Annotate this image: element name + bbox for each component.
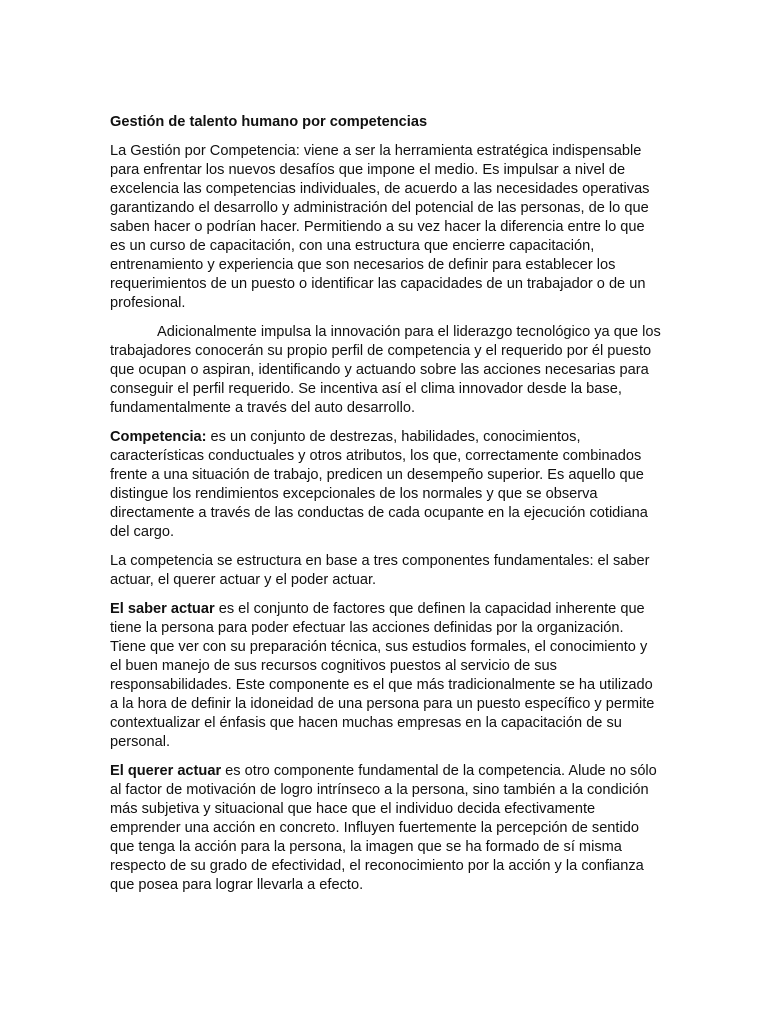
paragraph-componentes: La competencia se estructura en base a tres componentes fundamentales: el saber actuar, el querer actuar y el poder actuar. xyxy=(110,553,650,588)
definition-querer-actuar: es otro componente fundamental de la competencia. Alude no sólo al factor de motivación de logro intrínseco a la persona, sino también a la condición más subjetiva y situacional que hace que el individuo decida efectivamente emprender una acción en concreto. Influyen fuertemente la percepción de sentido que tenga la acción para la persona, la imagen que se ha formado de sí misma respecto de su grado de efectividad, el reconocimiento por la acción y la confianza que posea para lograr llevarla a efecto. xyxy=(110,763,657,893)
document-page xyxy=(110,113,662,905)
paragraph-innovacion: Adicionalmente impulsa la innovación para el liderazgo tecnológico ya que los trabajadores conocerán su propio perfil de competencia y el requerido por él puesto que ocupan o aspiran, identificando y actuando sobre las acciones necesarias para conseguir el perfil requerido. Se incentiva así el clima innovador desde la base, fundamentalmente a través del auto desarrollo. xyxy=(110,324,661,416)
document-title: Gestión de talento humano por competencias xyxy=(110,114,428,130)
paragraph-saber-actuar xyxy=(110,600,662,752)
definition-saber-actuar: es el conjunto de factores que definen la capacidad inherente que tiene la persona para poder efectuar las acciones definidas por la organización. Tiene que ver con su preparación técnica, sus estudios formales, el conocimiento y el buen manejo de sus recursos cognitivos puestos al servicio de sus responsabilidades. Este componente es el que más tradicionalmente se ha utilizado a la hora de definir la idoneidad de una persona para un puesto específico y permite contextualizar el énfasis que hacen muchas empresas en la capacitación de su personal. xyxy=(110,601,655,750)
paragraph-competencia xyxy=(110,428,662,542)
paragraph-querer-actuar xyxy=(110,762,662,895)
term-saber-actuar: El saber actuar xyxy=(110,601,215,617)
paragraph-gestion: La Gestión por Competencia: viene a ser la herramienta estratégica indispensable para enfrentar los nuevos desafíos que impone el medio. Es impulsar a nivel de excelencia las competencias individuales, de acuerdo a las necesidades operativas garantizando el desarrollo y administración del potencial de las personas, de lo que saben hacer o podrían hacer. Permitiendo a su vez hacer la diferencia entre lo que es un curso de capacitación, con una estructura que encierre capacitación, entrenamiento y experiencia que son necesarios de definir para establecer los requerimientos de un puesto o identificar las capacidades de un trabajador o de un profesional. xyxy=(110,143,650,311)
term-querer-actuar: El querer actuar xyxy=(110,763,222,779)
term-competencia: Competencia: xyxy=(110,429,207,445)
definition-competencia: es un conjunto de destrezas, habilidades, conocimientos, características conductuales y otros atributos, los que, correctamente combinados frente a una situación de trabajo, predicen un desempeño superior. Es aquello que distingue los rendimientos excepcionales de los normales y que se observa directamente a través de las conductas de cada ocupante en la ejecución cotidiana del cargo. xyxy=(110,429,648,540)
